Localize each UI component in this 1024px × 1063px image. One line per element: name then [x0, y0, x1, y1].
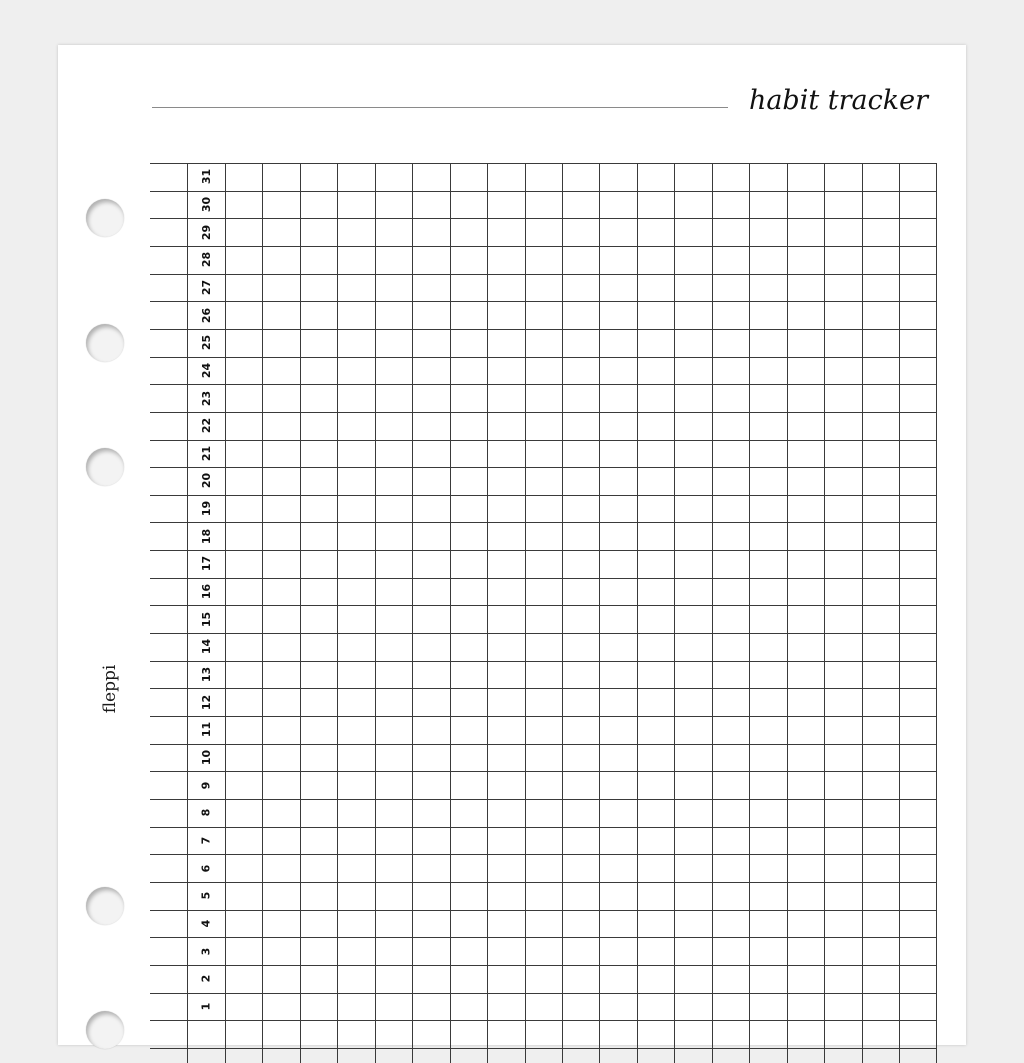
day-number-cell	[187, 522, 224, 550]
grid-row-line	[150, 163, 936, 164]
day-number-cell	[187, 993, 224, 1021]
grid-row-line	[150, 440, 936, 441]
day-number-label: 5	[199, 891, 213, 900]
binder-hole	[86, 1011, 124, 1049]
day-number-label: 18	[199, 528, 213, 544]
grid-row-line	[150, 744, 936, 745]
grid-column-line	[450, 163, 451, 1063]
day-number-cell	[187, 357, 224, 385]
grid-column-line	[562, 163, 563, 1063]
grid-row-line	[150, 661, 936, 662]
day-number-label: 26	[199, 307, 213, 323]
grid-column-line	[712, 163, 713, 1063]
day-number-label: 21	[199, 445, 213, 461]
day-number-cell	[187, 218, 224, 246]
day-number-cell	[187, 744, 224, 772]
day-number-label: 17	[199, 556, 213, 572]
grid-row-line	[150, 578, 936, 579]
grid-column-line	[300, 163, 301, 1063]
day-number-label: 24	[199, 362, 213, 379]
day-number-cell	[187, 550, 224, 578]
day-number-label: 11	[199, 722, 213, 738]
day-number-cell	[187, 854, 224, 882]
day-number-label: 1	[199, 1002, 213, 1011]
day-number-cell	[187, 440, 224, 468]
day-number-label: 12	[199, 694, 213, 710]
grid-column-line	[337, 163, 338, 1063]
day-number-cell	[187, 163, 224, 191]
day-number-label: 2	[199, 974, 213, 983]
grid-row-line	[150, 384, 936, 385]
grid-column-line	[862, 163, 863, 1063]
day-number-cell	[187, 246, 224, 274]
grid-row-line	[150, 633, 936, 634]
grid-column-line	[674, 163, 675, 1063]
binder-hole	[86, 448, 124, 486]
day-number-cell	[187, 578, 224, 606]
grid-column-line	[824, 163, 825, 1063]
grid-column-line	[225, 163, 226, 1063]
day-number-label: 31	[199, 169, 213, 185]
day-number-label: 27	[199, 279, 213, 296]
day-number-label: 25	[199, 335, 213, 351]
grid-row-line	[150, 827, 936, 828]
grid-column-line	[787, 163, 788, 1063]
grid-column-line	[749, 163, 750, 1063]
grid-column-line	[412, 163, 413, 1063]
grid-row-line	[150, 993, 936, 994]
grid-row-line	[150, 605, 936, 606]
day-number-cell	[187, 412, 224, 440]
header-rule	[152, 107, 728, 108]
grid-row-line	[150, 771, 936, 772]
day-number-cell	[187, 329, 224, 357]
day-number-label: 8	[199, 808, 213, 817]
day-number-label: 30	[199, 196, 213, 213]
grid-column-line	[375, 163, 376, 1063]
grid-row-line	[150, 965, 936, 966]
grid-column-line	[599, 163, 600, 1063]
day-number-label: 22	[199, 418, 213, 434]
grid-row-line	[150, 716, 936, 717]
day-number-cell	[187, 827, 224, 855]
grid-row-line	[150, 1048, 936, 1049]
grid-row-line	[150, 882, 936, 883]
grid-column-line	[899, 163, 900, 1063]
day-number-label: 6	[199, 864, 213, 872]
day-number-cell	[187, 716, 224, 744]
grid-row-line	[150, 301, 936, 302]
day-number-cell	[187, 384, 224, 412]
grid-row-line	[150, 467, 936, 468]
day-number-cell	[187, 910, 224, 938]
day-number-cell	[187, 191, 224, 219]
grid-row-line	[150, 495, 936, 496]
day-number-label: 19	[199, 500, 213, 517]
grid-row-line	[150, 1020, 936, 1021]
habit-grid	[150, 163, 936, 1063]
day-number-cell	[187, 937, 224, 965]
grid-row-line	[150, 357, 936, 358]
day-number-label: 23	[199, 390, 213, 406]
day-number-cell	[187, 467, 224, 495]
day-number-label: 16	[199, 583, 213, 600]
day-number-label: 7	[199, 836, 213, 845]
day-number-cell	[187, 633, 224, 661]
day-number-cell	[187, 771, 224, 799]
day-number-label: 10	[199, 749, 213, 766]
grid-row-line	[150, 522, 936, 523]
binder-hole	[86, 324, 124, 362]
grid-column-line	[262, 163, 263, 1063]
day-number-cell	[187, 688, 224, 716]
day-number-cell	[187, 605, 224, 633]
binder-hole	[86, 199, 124, 237]
day-number-cell	[187, 661, 224, 689]
grid-row-line	[150, 412, 936, 413]
grid-column-line	[936, 163, 937, 1063]
page-title: habit tracker	[748, 85, 928, 116]
day-number-label: 20	[199, 473, 213, 489]
day-number-label: 29	[199, 224, 213, 240]
binder-hole	[86, 887, 124, 925]
planner-page	[58, 45, 966, 1045]
day-number-label: 14	[199, 639, 213, 655]
brand-label: fleppi	[100, 664, 120, 714]
day-number-cell	[187, 495, 224, 523]
grid-row-line	[150, 191, 936, 192]
grid-column-line	[637, 163, 638, 1063]
day-number-label: 28	[199, 252, 213, 268]
day-number-cell	[187, 965, 224, 993]
day-number-cell	[187, 799, 224, 827]
grid-row-line	[150, 799, 936, 800]
grid-column-line	[487, 163, 488, 1063]
grid-row-line	[150, 910, 936, 911]
grid-row-line	[150, 218, 936, 219]
day-number-cell	[187, 301, 224, 329]
grid-row-line	[150, 329, 936, 330]
day-number-label: 15	[199, 611, 213, 627]
grid-row-line	[150, 246, 936, 247]
day-number-label: 4	[199, 919, 213, 928]
day-number-label: 3	[199, 947, 213, 955]
grid-row-line	[150, 688, 936, 689]
grid-column-line	[525, 163, 526, 1063]
day-number-label: 13	[199, 666, 213, 683]
grid-row-line	[150, 550, 936, 551]
day-number-cell	[187, 274, 224, 302]
grid-row-line	[150, 937, 936, 938]
grid-row-line	[150, 854, 936, 855]
grid-row-line	[150, 274, 936, 275]
day-number-label: 9	[199, 781, 213, 789]
day-number-cell	[187, 882, 224, 910]
